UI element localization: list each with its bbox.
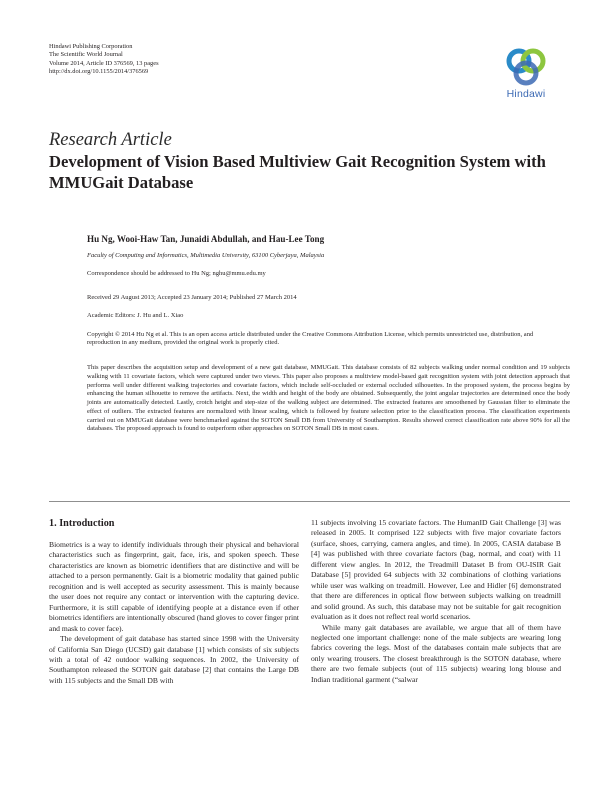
right-column [311,518,561,685]
publisher-name: Hindawi Publishing Corporation [49,43,133,50]
doi-link[interactable]: http://dx.doi.org/10.1155/2014/376569 [49,68,149,76]
section-heading: 1. Introduction [49,518,115,529]
publication-dates: Received 29 August 2013; Accepted 23 January 2014; Published 27 March 2014 [87,294,297,301]
body-paragraph: Biometrics is a way to identify individuals through their physical and behavioral characteristics such as fingerprint, gait, face, iris, and spoken speech. These characteristics are known as biometric identifiers that are distinctive and will be attached to a person permanently. Gait is a biometric modality that gained public recognition and is well accepted as security assessment. This is mainly because the user does not require any contact or intervention with the capturing device. Furthermore, it is still capable of identifying people at a distance even if other biometrics identifiers are intentionally obscured (hand gloves to cover finger print and mask to cover face). [49,540,299,633]
left-column [49,518,299,686]
article-type: Research Article [49,130,172,150]
hindawi-logo-icon [504,47,548,87]
academic-editors: Academic Editors: J. Hu and L. Xiao [87,312,184,319]
hindawi-logo [493,47,559,107]
body-paragraph: The development of gait database has started since 1998 with the University of California San Diego (UCSD) gait database [1] which consists of six subjects with a total of 42 outdoor walking sequences. In 2002, the University of Southampton released the SOTON gait database [2] that contains the Large DB with 115 subjects and the Small DB with [49,634,299,685]
affiliation: Faculty of Computing and Informatics, Multimedia University, 63100 Cyberjaya, Malaysia [87,252,325,259]
body-paragraph: 11 subjects involving 15 covariate factors. The HumanID Gait Challenge [3] was released in 2005. It comprised 122 subjects with five major covariate factors (surface, shoes, carrying, camera angles, and time). In 2005, CASIA database B [4] was published with three covariate factors (bag, normal, and coat) with 11 different view angles. In 2012, the Treadmill Dataset B from OU-ISIR Gait Database [5] provided 64 subjects with 32 combinations of clothing variations while user was walking on treadmill. However, Lee and Hidler [6] demonstrated that there are differences in optical flow between subjects walking on treadmill and solid ground. As such, this database may not be suitable for gait recognition evaluation as it does not reflect real world scenarios. [311,518,561,622]
volume-info: Volume 2014, Article ID 376569, 13 pages [49,59,159,67]
journal-name: The Scientific World Journal [49,51,123,59]
author-list: Hu Ng, Wooi-Haw Tan, Junaidi Abdullah, and Hau-Lee Tong [87,234,325,244]
section-divider [49,501,570,502]
copyright-notice: Copyright © 2014 Hu Ng et al. This is an open access article distributed under the Creative Commons Attribution License, which permits unrestricted use, distribution, and reproduction in any medium, provided the original work is properly cited. [87,331,534,347]
correspondence: Correspondence should be addressed to Hu Ng; nghu@mmu.edu.my [87,270,266,277]
abstract: This paper describes the acquisition setup and development of a new gait database, MMUGait. This database consists of 82 subjects walking under normal condition and 19 subjects walking with 11 covariate factors, which were captured under two views. This paper also proposes a multiview model-based gait recognition system with joint detection approach that performs well under different walking trajectories and covariate factors, which include self-occluded or external occluded silhouettes. In the proposed system, the process begins by enhancing the human silhouette to remove the artifacts. Next, the width and height of the body are obtained. Subsequently, the joint angular trajectories are determined once the body joints are automatically detected. Lastly, crotch height and step-size of the walking subject are determined. The extracted features are smoothened by Gaussian filter to eliminate the effect of outliers. The extracted features are normalized with linear scaling, which is followed by feature selection prior to the classification process. The classification experiments carried out on MMUGait database were benchmarked against the SOTON Small DB from University of Southampton. Results showed correct classification rate above 90% for all the databases. The proposed approach is found to outperform other approaches on SOTON Small DB in most cases. [87,364,570,433]
paper-title: Development of Vision Based Multiview Gait Recognition System with MMUGait Database [49,152,546,192]
body-paragraph: While many gait databases are available, we argue that all of them have neglected one important challenge: none of the male subjects are wearing long fabrics covering the legs. Most of the databases contain male subjects that are only wearing trousers. The closest breakthrough is the SOTON database, where there are two female subjects (out of 115 subjects) wearing long blouse and Indian traditional garment (“salwar [311,622,561,684]
logo-wordmark: Hindawi [506,88,546,100]
journal-header [49,43,159,77]
